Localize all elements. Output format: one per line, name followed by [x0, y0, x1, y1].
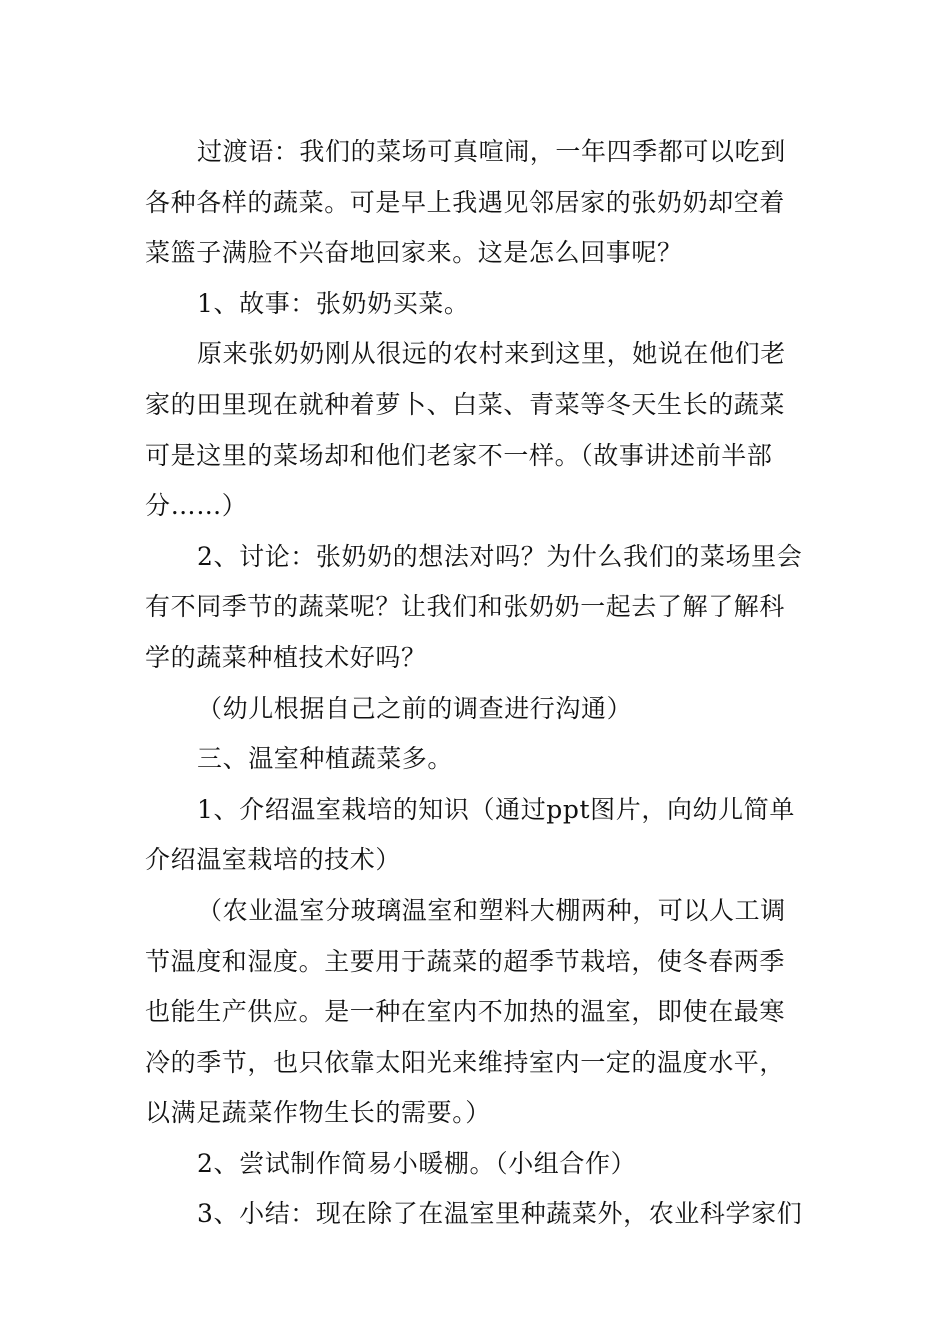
document-body [145, 127, 810, 1240]
paragraph-make-greenhouse: 2、尝试制作简易小暖棚。（小组合作） [197, 1148, 637, 1178]
paragraph-story-heading: 1、故事：张奶奶买菜。 [197, 288, 470, 318]
paragraph-story: 原来张奶奶刚从很远的农村来到这里，她说在他们老家的田里现在就种着萝卜、白菜、青菜等冬天生长的蔬菜可是这里的菜场却和他们老家不一样。（故事讲述前半部分……） [145, 339, 786, 521]
paragraph-greenhouse-detail: （农业温室分玻璃温室和塑料大棚两种，可以人工调节温度和湿度。主要用于蔬菜的超季节栽培，使冬春两季也能生产供应。是一种在室内不加热的温室，即使在最寒冷的季节，也只依靠太阳光来维持室内一定的温度水平，以满足蔬菜作物生长的需要。） [145, 895, 786, 1128]
paragraph-child-communication: （幼儿根据自己之前的调查进行沟通） [197, 693, 633, 723]
paragraph-discussion: 2、讨论：张奶奶的想法对吗？为什么我们的菜场里会有不同季节的蔬菜呢？让我们和张奶奶一起去了解了解科学的蔬菜种植技术好吗？ [145, 541, 803, 672]
paragraph-greenhouse-intro: 1、介绍温室栽培的知识（通过ppt图片，向幼儿简单介绍温室栽培的技术） [145, 794, 795, 875]
paragraph-summary: 3、小结：现在除了在温室里种蔬菜外，农业科学家们 [197, 1199, 803, 1229]
paragraph-transition: 过渡语：我们的菜场可真喧闹，一年四季都可以吃到各种各样的蔬菜。可是早上我遇见邻居家的张奶奶却空着菜篮子满脸不兴奋地回家来。这是怎么回事呢？ [145, 137, 786, 268]
paragraph-section-three: 三、温室种植蔬菜多。 [197, 744, 454, 774]
